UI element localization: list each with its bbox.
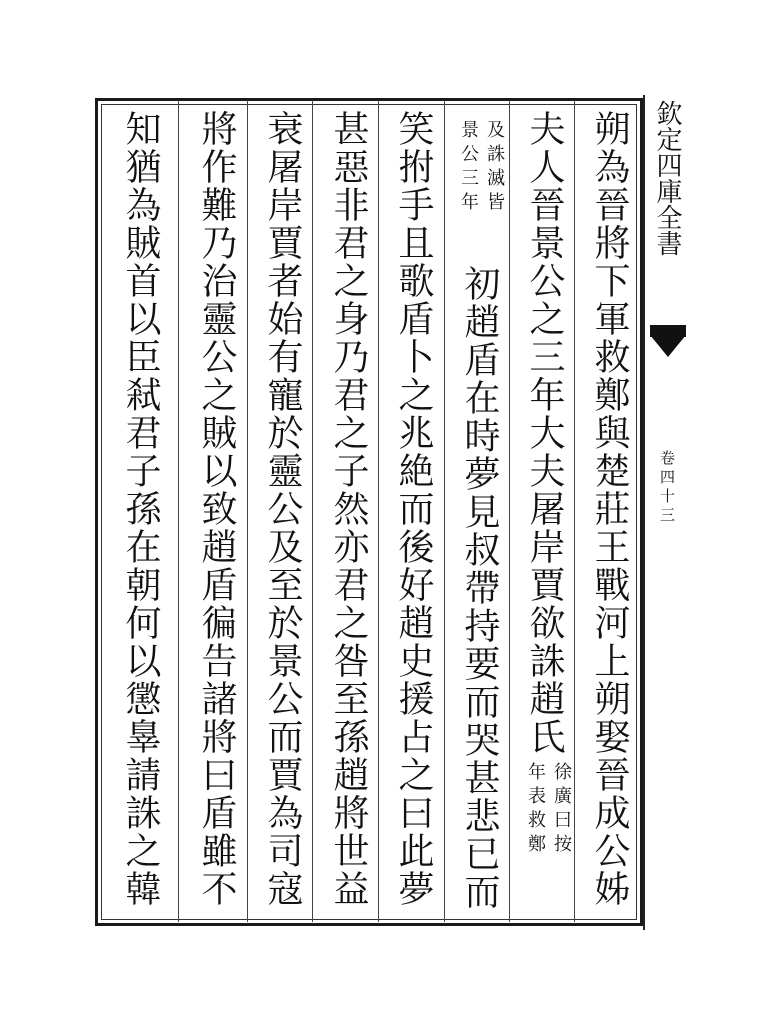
column-rule [247,100,248,922]
column-rule [444,100,445,922]
fishtail-ornament [650,335,686,357]
annotation-note: 年表救鄭 [525,762,546,858]
text-column-1: 朔為晉將下軍救鄭與楚莊王戰河上朔娶晉成公姊 [589,110,630,908]
column-rule [574,100,575,922]
annotation-note: 及誅滅皆 [484,120,505,216]
text-column-7: 將作難乃治靈公之賊以致趙盾徧告諸將曰盾雖不 [196,110,237,908]
annotation-note: 景公三年 [458,120,479,216]
text-column-4: 笑拊手且歌盾卜之兆絶而後好趙史援占之曰此夢 [393,110,434,908]
column-rule [312,100,313,922]
text-column-2: 夫人晉景公之三年大夫屠岸賈欲誅趙氏 [524,110,565,756]
volume-label: 卷四十三 [658,450,676,526]
column-rule [509,100,510,922]
text-column-3: 初趙盾在時夢見叔帶持要而哭甚悲已而 [459,265,500,911]
text-column-8: 知猶為賊首以臣弒君子孫在朝何以懲辠請誅之韓 [120,110,161,908]
text-column-6: 衰屠岸賈者始有寵於靈公及至於景公而賈為司寇 [262,110,303,908]
book-title: 欽定四庫全書 [652,100,682,256]
column-rule [178,100,179,922]
column-rule [378,100,379,922]
text-column-5: 甚惡非君之身乃君之子然亦君之咎至孫趙將世益 [328,110,369,908]
annotation-note: 徐廣曰按 [551,762,572,858]
